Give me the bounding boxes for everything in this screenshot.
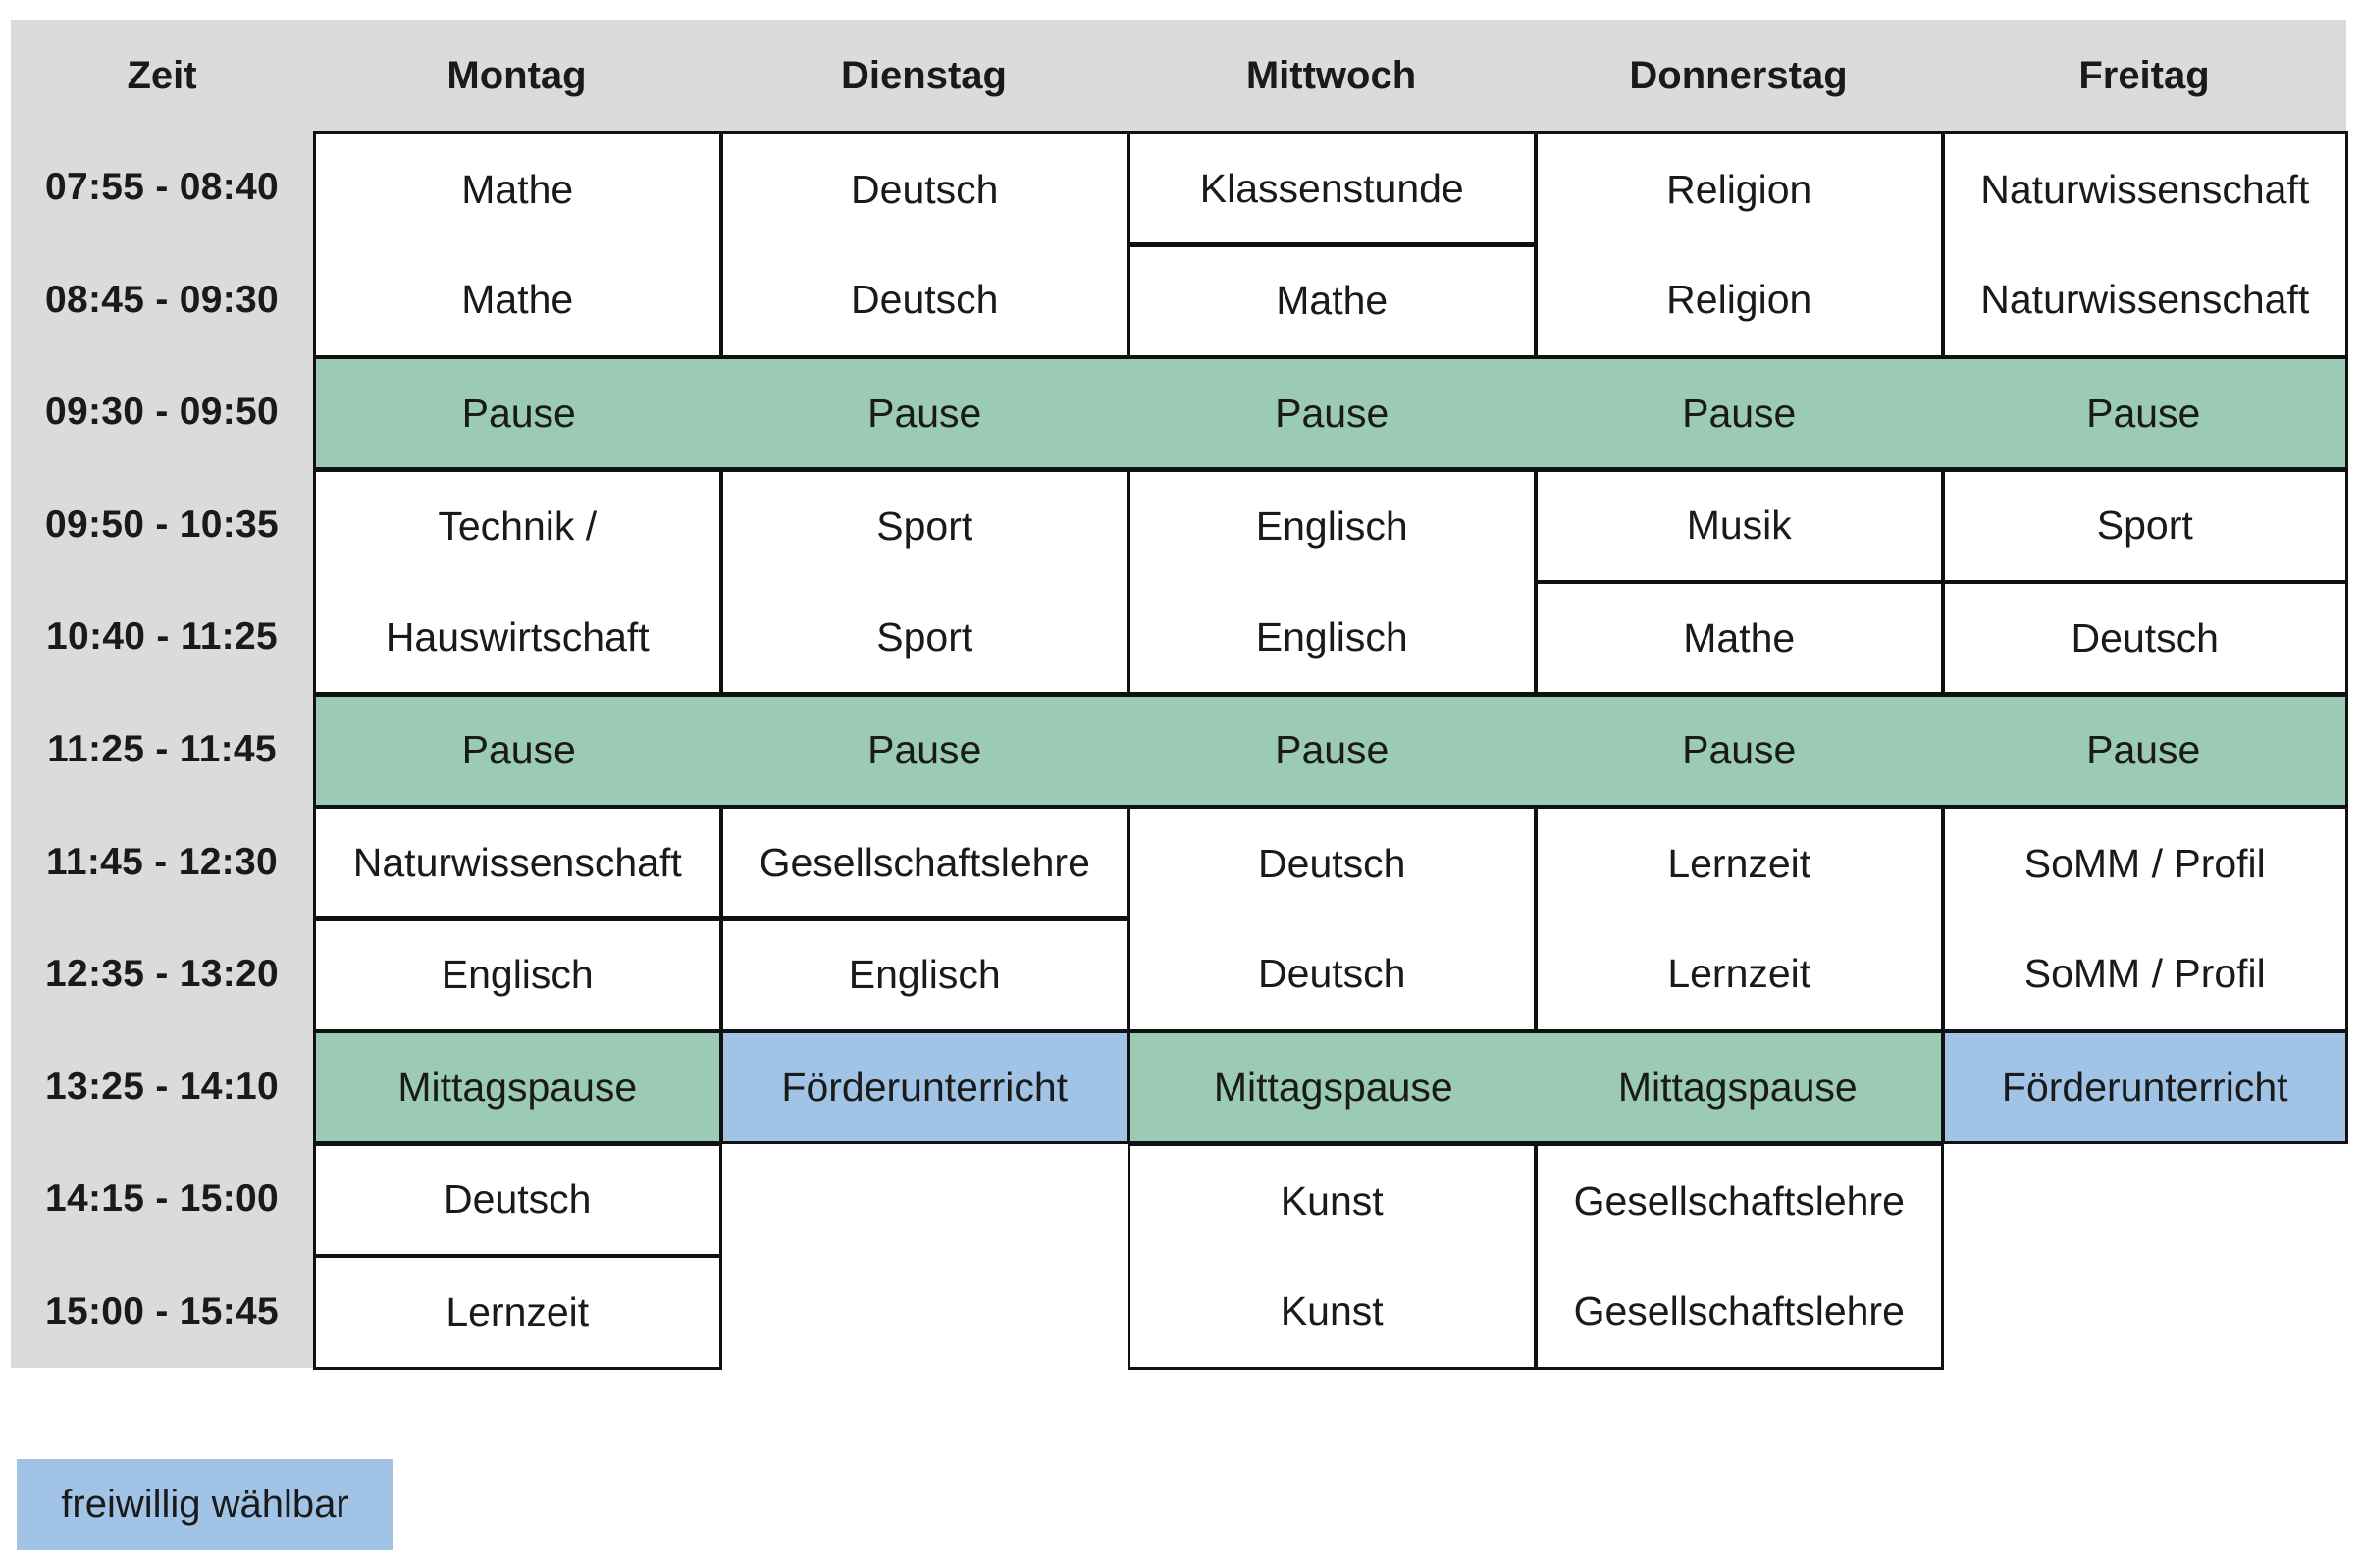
lesson-block-donnerstag-3: [1535, 806, 1944, 1032]
lesson-cell-montag: Deutsch: [313, 1143, 722, 1257]
time-slot: 15:00 - 15:45: [11, 1255, 313, 1368]
break-cell-freitag-2: Pause: [1942, 694, 2348, 808]
lesson-label: Hauswirtschaft: [385, 613, 650, 659]
lesson-label: Technik /: [438, 503, 598, 549]
lesson-label: Gesellschaftslehre: [1573, 1177, 1905, 1224]
lesson-label: Deutsch: [851, 276, 999, 322]
lesson-label: Deutsch: [851, 166, 999, 212]
lesson-label: Deutsch: [1258, 951, 1406, 997]
time-slot: 07:55 - 08:40: [11, 131, 313, 244]
header-day-donnerstag: Donnerstag: [1535, 20, 1942, 131]
time-slot: 13:25 - 14:10: [11, 1030, 313, 1143]
break-cell-mittwoch-1: Pause: [1128, 356, 1537, 470]
break-cell-donnerstag-2: Pause: [1535, 694, 1944, 808]
lunch-break-mittwoch: Mittagspause: [1128, 1030, 1537, 1144]
lesson-label: Englisch: [1255, 613, 1408, 659]
lesson-block-freitag-3: [1942, 806, 2348, 1032]
lesson-cell-montag: Englisch: [313, 918, 722, 1032]
break-cell-montag-2: Pause: [313, 694, 722, 808]
lunch-break-donnerstag: Mittagspause: [1535, 1030, 1944, 1144]
lesson-label: Lernzeit: [1667, 840, 1811, 886]
lesson-block-freitag-1: [1942, 131, 2348, 358]
lesson-block-dienstag-1: [720, 131, 1129, 358]
lesson-label: Mathe: [461, 276, 574, 322]
time-slot: 08:45 - 09:30: [11, 244, 313, 357]
lesson-cell-mittwoch: Klassenstunde: [1128, 131, 1537, 245]
lesson-label: Kunst: [1280, 1287, 1384, 1333]
lesson-block-donnerstag-1: [1535, 131, 1944, 358]
lesson-label: Religion: [1666, 166, 1812, 212]
lesson-cell-dienstag: Englisch: [720, 918, 1129, 1032]
lesson-cell-donnerstag: Mathe: [1535, 581, 1944, 695]
time-slot: 10:40 - 11:25: [11, 581, 313, 694]
lesson-label: Deutsch: [1258, 840, 1406, 886]
lesson-label: Kunst: [1280, 1177, 1384, 1224]
lesson-label: SoMM / Profil: [2023, 951, 2266, 997]
lesson-label: Mathe: [461, 166, 574, 212]
lunch-break-montag: Mittagspause: [313, 1030, 722, 1144]
time-slot: 11:45 - 12:30: [11, 806, 313, 918]
lesson-cell-freitag: Sport: [1942, 469, 2348, 583]
optional-lesson-dienstag: Förderunterricht: [720, 1030, 1129, 1144]
header-zeit: Zeit: [11, 20, 313, 131]
lesson-label: Lernzeit: [1667, 951, 1811, 997]
lesson-label: Englisch: [1255, 503, 1408, 549]
empty-slot: [720, 1143, 1128, 1368]
lesson-cell-donnerstag: Musik: [1535, 469, 1944, 583]
lesson-block-dienstag-2: [720, 469, 1129, 696]
lesson-label: Naturwissenschaft: [1980, 276, 2310, 322]
lesson-label: Gesellschaftslehre: [1573, 1287, 1905, 1333]
time-slot: 14:15 - 15:00: [11, 1143, 313, 1256]
header-day-montag: Montag: [313, 20, 720, 131]
break-cell-dienstag-2: Pause: [720, 694, 1129, 808]
lesson-label: Sport: [876, 613, 973, 659]
empty-slot: [1942, 1143, 2346, 1368]
legend-optional: freiwillig wählbar: [17, 1459, 394, 1550]
optional-lesson-freitag: Förderunterricht: [1942, 1030, 2348, 1144]
time-slot: 09:50 - 10:35: [11, 469, 313, 582]
break-cell-montag-1: Pause: [313, 356, 722, 470]
lesson-label: SoMM / Profil: [2023, 840, 2266, 886]
break-cell-freitag-1: Pause: [1942, 356, 2348, 470]
lesson-block-mittwoch-2: [1128, 469, 1537, 696]
lesson-cell-mittwoch: Mathe: [1128, 244, 1537, 358]
time-slot: 11:25 - 11:45: [11, 694, 313, 807]
lesson-block-montag-2: [313, 469, 722, 696]
lesson-block-montag-1: [313, 131, 722, 358]
time-slot: 12:35 - 13:20: [11, 918, 313, 1031]
lesson-cell-montag: Lernzeit: [313, 1255, 722, 1369]
lesson-cell-freitag: Deutsch: [1942, 581, 2348, 695]
lesson-label: Religion: [1666, 276, 1812, 322]
header-day-mittwoch: Mittwoch: [1128, 20, 1535, 131]
lesson-block-mittwoch-4: [1128, 1143, 1537, 1370]
break-cell-donnerstag-1: Pause: [1535, 356, 1944, 470]
time-slot: 09:30 - 09:50: [11, 356, 313, 469]
lesson-block-donnerstag-4: [1535, 1143, 1944, 1370]
header-day-freitag: Freitag: [1942, 20, 2346, 131]
lesson-label: Sport: [876, 503, 973, 549]
lesson-block-mittwoch-3: [1128, 806, 1537, 1032]
header-day-dienstag: Dienstag: [720, 20, 1128, 131]
lesson-label: Naturwissenschaft: [1980, 166, 2310, 212]
lesson-cell-montag: Naturwissenschaft: [313, 806, 722, 919]
lesson-cell-dienstag: Gesellschaftslehre: [720, 806, 1129, 919]
break-cell-dienstag-1: Pause: [720, 356, 1129, 470]
timetable: [11, 20, 2346, 1368]
break-cell-mittwoch-2: Pause: [1128, 694, 1537, 808]
